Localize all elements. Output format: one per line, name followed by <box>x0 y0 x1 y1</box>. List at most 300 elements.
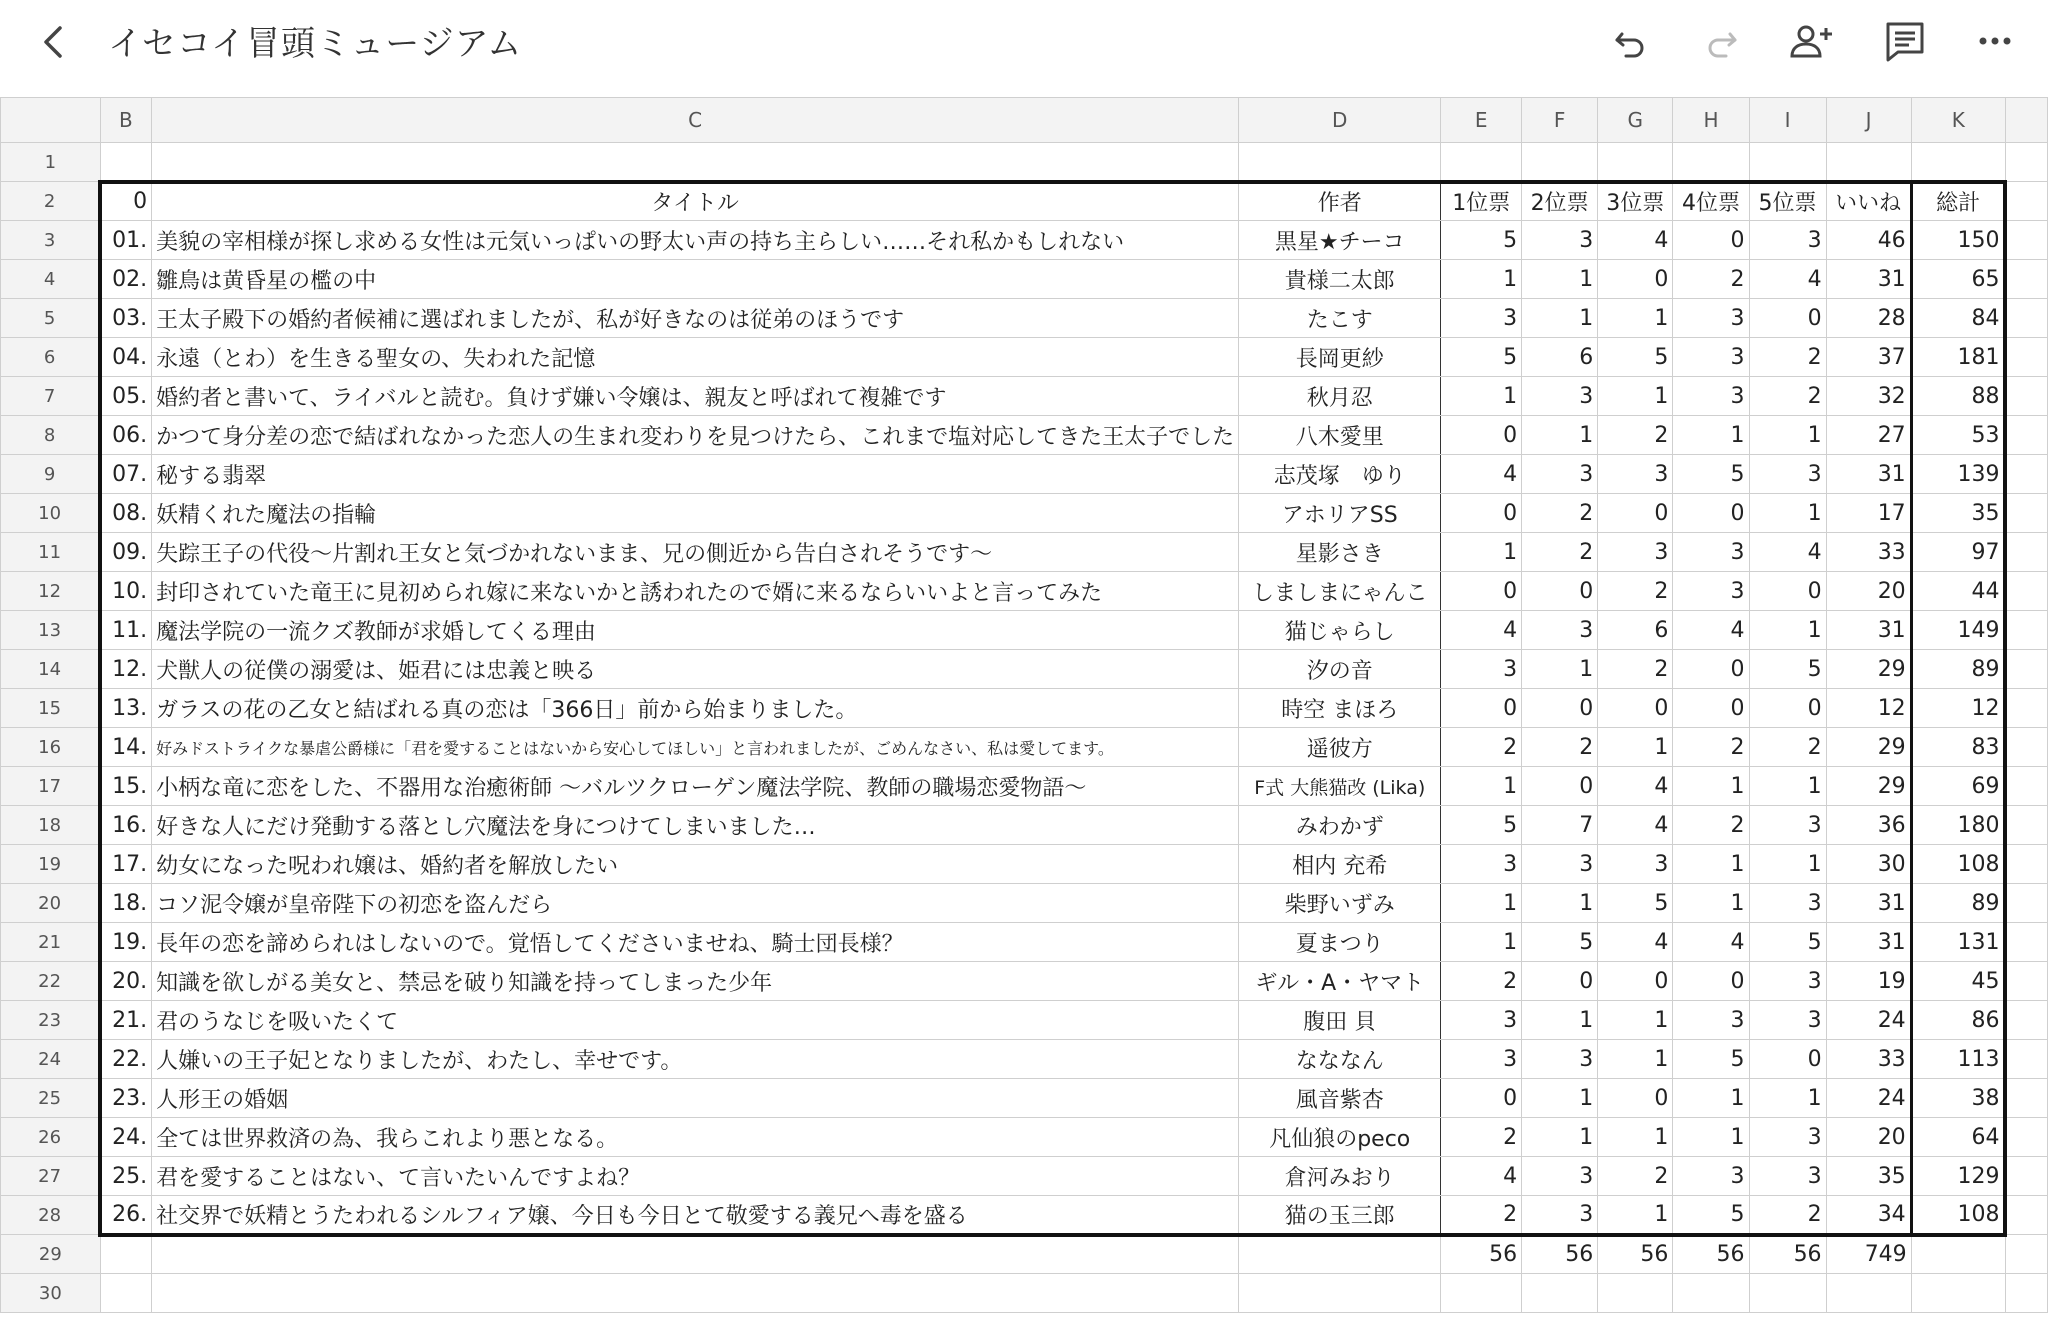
vote-cell-v2[interactable]: 1 <box>1522 884 1598 923</box>
vote-cell-v1[interactable]: 0 <box>1441 1079 1522 1118</box>
row-header[interactable]: 1 <box>1 143 101 182</box>
sum-cell-v2[interactable]: 56 <box>1522 1235 1598 1274</box>
cell[interactable] <box>2005 767 2047 806</box>
entry-author-cell[interactable]: 相内 充希 <box>1239 845 1441 884</box>
vote-cell-v3[interactable]: 5 <box>1598 338 1673 377</box>
row-header[interactable]: 5 <box>1 299 101 338</box>
vote-cell-v5[interactable]: 4 <box>1749 260 1826 299</box>
header-cell-vote5[interactable]: 5位票 <box>1749 182 1826 221</box>
cell[interactable] <box>1826 143 1911 182</box>
vote-cell-v4[interactable]: 1 <box>1673 884 1749 923</box>
entry-author-cell[interactable]: しましまにゃんこ <box>1239 572 1441 611</box>
likes-cell[interactable]: 32 <box>1826 377 1911 416</box>
vote-cell-v5[interactable]: 0 <box>1749 299 1826 338</box>
total-cell[interactable]: 89 <box>1911 884 2005 923</box>
vote-cell-v3[interactable]: 1 <box>1598 1196 1673 1235</box>
entry-title-cell[interactable]: 好みドストライクな暴虐公爵様に「君を愛することはないから安心してほしい」と言われましたが、ごめんなさい、私は愛してます。 <box>152 728 1239 767</box>
cell[interactable] <box>2005 299 2047 338</box>
vote-cell-v3[interactable]: 1 <box>1598 1001 1673 1040</box>
vote-cell-v4[interactable]: 0 <box>1673 962 1749 1001</box>
column-header-b[interactable]: B <box>100 98 151 143</box>
vote-cell-v3[interactable]: 1 <box>1598 728 1673 767</box>
total-cell[interactable]: 69 <box>1911 767 2005 806</box>
likes-cell[interactable]: 24 <box>1826 1079 1911 1118</box>
column-header-g[interactable]: G <box>1598 98 1673 143</box>
vote-cell-v3[interactable]: 3 <box>1598 533 1673 572</box>
vote-cell-v4[interactable]: 3 <box>1673 338 1749 377</box>
entry-author-cell[interactable]: 猫じゃらし <box>1239 611 1441 650</box>
vote-cell-v2[interactable]: 0 <box>1522 767 1598 806</box>
entry-title-cell[interactable]: 人嫌いの王子妃となりましたが、わたし、幸せです。 <box>152 1040 1239 1079</box>
cell[interactable] <box>2005 884 2047 923</box>
vote-cell-v5[interactable]: 5 <box>1749 923 1826 962</box>
total-cell[interactable]: 181 <box>1911 338 2005 377</box>
vote-cell-v2[interactable]: 3 <box>1522 1040 1598 1079</box>
vote-cell-v3[interactable]: 1 <box>1598 377 1673 416</box>
vote-cell-v2[interactable]: 3 <box>1522 221 1598 260</box>
row-header[interactable]: 16 <box>1 728 101 767</box>
vote-cell-v2[interactable]: 0 <box>1522 962 1598 1001</box>
header-cell-vote2[interactable]: 2位票 <box>1522 182 1598 221</box>
vote-cell-v3[interactable]: 4 <box>1598 221 1673 260</box>
total-cell[interactable]: 108 <box>1911 1196 2005 1235</box>
vote-cell-v1[interactable]: 0 <box>1441 572 1522 611</box>
cell[interactable] <box>2005 1079 2047 1118</box>
total-cell[interactable]: 53 <box>1911 416 2005 455</box>
entry-title-cell[interactable]: 知識を欲しがる美女と、禁忌を破り知識を持ってしまった少年 <box>152 962 1239 1001</box>
entry-title-cell[interactable]: 婚約者と書いて、ライバルと読む。負けず嫌い令嬢は、親友と呼ばれて複雑です <box>152 377 1239 416</box>
vote-cell-v1[interactable]: 2 <box>1441 728 1522 767</box>
entry-number-cell[interactable]: 08. <box>100 494 151 533</box>
header-cell-total[interactable]: 総計 <box>1911 182 2005 221</box>
entry-author-cell[interactable]: 倉河みおり <box>1239 1157 1441 1196</box>
vote-cell-v4[interactable]: 0 <box>1673 494 1749 533</box>
row-header[interactable]: 18 <box>1 806 101 845</box>
vote-cell-v1[interactable]: 5 <box>1441 338 1522 377</box>
vote-cell-v1[interactable]: 5 <box>1441 806 1522 845</box>
vote-cell-v1[interactable]: 1 <box>1441 377 1522 416</box>
total-cell[interactable]: 12 <box>1911 689 2005 728</box>
vote-cell-v1[interactable]: 5 <box>1441 221 1522 260</box>
vote-cell-v5[interactable]: 3 <box>1749 806 1826 845</box>
cell[interactable] <box>100 143 151 182</box>
total-cell[interactable]: 131 <box>1911 923 2005 962</box>
vote-cell-v4[interactable]: 5 <box>1673 1040 1749 1079</box>
entry-author-cell[interactable]: 猫の玉三郎 <box>1239 1196 1441 1235</box>
likes-cell[interactable]: 30 <box>1826 845 1911 884</box>
vote-cell-v4[interactable]: 4 <box>1673 923 1749 962</box>
entry-number-cell[interactable]: 05. <box>100 377 151 416</box>
cell[interactable] <box>1673 1274 1749 1313</box>
entry-number-cell[interactable]: 01. <box>100 221 151 260</box>
vote-cell-v2[interactable]: 2 <box>1522 494 1598 533</box>
row-header[interactable]: 21 <box>1 923 101 962</box>
likes-cell[interactable]: 20 <box>1826 1118 1911 1157</box>
total-cell[interactable]: 38 <box>1911 1079 2005 1118</box>
cell[interactable] <box>1911 143 2005 182</box>
total-cell[interactable]: 84 <box>1911 299 2005 338</box>
vote-cell-v2[interactable]: 1 <box>1522 1001 1598 1040</box>
entry-number-cell[interactable]: 25. <box>100 1157 151 1196</box>
column-header-i[interactable]: I <box>1749 98 1826 143</box>
vote-cell-v4[interactable]: 3 <box>1673 1157 1749 1196</box>
cell[interactable] <box>2005 1196 2047 1235</box>
cell[interactable] <box>2005 611 2047 650</box>
entry-author-cell[interactable]: 凡仙狼のpeco <box>1239 1118 1441 1157</box>
cell[interactable] <box>2005 1118 2047 1157</box>
vote-cell-v1[interactable]: 4 <box>1441 455 1522 494</box>
cell[interactable] <box>1239 1274 1441 1313</box>
likes-cell[interactable]: 24 <box>1826 1001 1911 1040</box>
entry-title-cell[interactable]: コソ泥令嬢が皇帝陛下の初恋を盗んだら <box>152 884 1239 923</box>
row-header[interactable]: 6 <box>1 338 101 377</box>
vote-cell-v5[interactable]: 4 <box>1749 533 1826 572</box>
entry-author-cell[interactable]: 貴様二太郎 <box>1239 260 1441 299</box>
total-cell[interactable]: 97 <box>1911 533 2005 572</box>
likes-cell[interactable]: 33 <box>1826 533 1911 572</box>
cell[interactable] <box>1239 143 1441 182</box>
row-header[interactable]: 22 <box>1 962 101 1001</box>
row-header[interactable]: 13 <box>1 611 101 650</box>
total-cell[interactable]: 64 <box>1911 1118 2005 1157</box>
vote-cell-v5[interactable]: 1 <box>1749 494 1826 533</box>
vote-cell-v5[interactable]: 3 <box>1749 962 1826 1001</box>
cell[interactable] <box>1911 1235 2005 1274</box>
cell[interactable] <box>1598 143 1673 182</box>
vote-cell-v2[interactable]: 1 <box>1522 299 1598 338</box>
entry-title-cell[interactable]: 好きな人にだけ発動する落とし穴魔法を身につけてしまいました… <box>152 806 1239 845</box>
vote-cell-v4[interactable]: 3 <box>1673 377 1749 416</box>
entry-author-cell[interactable]: 黒星★チーコ <box>1239 221 1441 260</box>
entry-author-cell[interactable]: ギル・A・ヤマト <box>1239 962 1441 1001</box>
cell[interactable] <box>1522 1274 1598 1313</box>
entry-title-cell[interactable]: 人形王の婚姻 <box>152 1079 1239 1118</box>
vote-cell-v2[interactable]: 0 <box>1522 689 1598 728</box>
vote-cell-v1[interactable]: 0 <box>1441 689 1522 728</box>
row-header[interactable]: 26 <box>1 1118 101 1157</box>
vote-cell-v5[interactable]: 3 <box>1749 1001 1826 1040</box>
entry-number-cell[interactable]: 21. <box>100 1001 151 1040</box>
row-header[interactable]: 24 <box>1 1040 101 1079</box>
vote-cell-v2[interactable]: 0 <box>1522 572 1598 611</box>
header-cell-author[interactable]: 作者 <box>1239 182 1441 221</box>
entry-author-cell[interactable]: なななん <box>1239 1040 1441 1079</box>
likes-cell[interactable]: 27 <box>1826 416 1911 455</box>
vote-cell-v3[interactable]: 0 <box>1598 260 1673 299</box>
total-cell[interactable]: 65 <box>1911 260 2005 299</box>
vote-cell-v2[interactable]: 1 <box>1522 416 1598 455</box>
vote-cell-v4[interactable]: 3 <box>1673 572 1749 611</box>
cell[interactable] <box>2005 962 2047 1001</box>
entry-title-cell[interactable]: 王太子殿下の婚約者候補に選ばれましたが、私が好きなのは従弟のほうです <box>152 299 1239 338</box>
cell[interactable] <box>1826 1274 1911 1313</box>
comment-icon[interactable] <box>1880 16 1930 66</box>
column-header-next[interactable] <box>2005 98 2047 143</box>
likes-cell[interactable]: 31 <box>1826 611 1911 650</box>
sum-cell-likes[interactable]: 749 <box>1826 1235 1911 1274</box>
entry-number-cell[interactable]: 24. <box>100 1118 151 1157</box>
vote-cell-v5[interactable]: 3 <box>1749 884 1826 923</box>
vote-cell-v3[interactable]: 2 <box>1598 1157 1673 1196</box>
vote-cell-v3[interactable]: 1 <box>1598 1040 1673 1079</box>
undo-icon[interactable] <box>1606 16 1656 66</box>
entry-number-cell[interactable]: 02. <box>100 260 151 299</box>
vote-cell-v5[interactable]: 1 <box>1749 767 1826 806</box>
header-cell-vote1[interactable]: 1位票 <box>1441 182 1522 221</box>
vote-cell-v1[interactable]: 1 <box>1441 533 1522 572</box>
cell[interactable] <box>2005 845 2047 884</box>
vote-cell-v2[interactable]: 2 <box>1522 533 1598 572</box>
vote-cell-v5[interactable]: 2 <box>1749 728 1826 767</box>
back-icon[interactable] <box>34 20 74 64</box>
vote-cell-v4[interactable]: 3 <box>1673 299 1749 338</box>
entry-author-cell[interactable]: 風音紫杏 <box>1239 1079 1441 1118</box>
row-header[interactable]: 10 <box>1 494 101 533</box>
likes-cell[interactable]: 29 <box>1826 767 1911 806</box>
sum-cell-v3[interactable]: 56 <box>1598 1235 1673 1274</box>
row-header[interactable]: 3 <box>1 221 101 260</box>
likes-cell[interactable]: 28 <box>1826 299 1911 338</box>
entry-number-cell[interactable]: 06. <box>100 416 151 455</box>
vote-cell-v3[interactable]: 1 <box>1598 1118 1673 1157</box>
vote-cell-v2[interactable]: 1 <box>1522 1118 1598 1157</box>
vote-cell-v4[interactable]: 4 <box>1673 611 1749 650</box>
cell[interactable] <box>2005 1040 2047 1079</box>
vote-cell-v5[interactable]: 2 <box>1749 377 1826 416</box>
vote-cell-v2[interactable]: 1 <box>1522 1079 1598 1118</box>
cell[interactable] <box>2005 1274 2047 1313</box>
vote-cell-v4[interactable]: 2 <box>1673 806 1749 845</box>
entry-author-cell[interactable]: 夏まつり <box>1239 923 1441 962</box>
column-header-c[interactable]: C <box>152 98 1239 143</box>
vote-cell-v1[interactable]: 1 <box>1441 884 1522 923</box>
entry-author-cell[interactable]: 八木愛里 <box>1239 416 1441 455</box>
vote-cell-v5[interactable]: 1 <box>1749 416 1826 455</box>
row-header[interactable]: 15 <box>1 689 101 728</box>
cell[interactable] <box>1911 1274 2005 1313</box>
entry-title-cell[interactable]: 長年の恋を諦められはしないので。覚悟してくださいませね、騎士団長様？ <box>152 923 1239 962</box>
row-header[interactable]: 20 <box>1 884 101 923</box>
vote-cell-v4[interactable]: 2 <box>1673 728 1749 767</box>
entry-author-cell[interactable]: 長岡更紗 <box>1239 338 1441 377</box>
vote-cell-v4[interactable]: 1 <box>1673 767 1749 806</box>
vote-cell-v4[interactable]: 1 <box>1673 845 1749 884</box>
vote-cell-v1[interactable]: 0 <box>1441 416 1522 455</box>
total-cell[interactable]: 139 <box>1911 455 2005 494</box>
entry-author-cell[interactable]: 腹田 貝 <box>1239 1001 1441 1040</box>
cell[interactable] <box>100 1235 151 1274</box>
entry-number-cell[interactable]: 09. <box>100 533 151 572</box>
total-cell[interactable]: 88 <box>1911 377 2005 416</box>
cell[interactable] <box>1239 1235 1441 1274</box>
sum-cell-v4[interactable]: 56 <box>1673 1235 1749 1274</box>
cell[interactable] <box>2005 572 2047 611</box>
likes-cell[interactable]: 12 <box>1826 689 1911 728</box>
total-cell[interactable]: 83 <box>1911 728 2005 767</box>
cell[interactable] <box>2005 1001 2047 1040</box>
vote-cell-v4[interactable]: 1 <box>1673 416 1749 455</box>
entry-number-cell[interactable]: 23. <box>100 1079 151 1118</box>
vote-cell-v3[interactable]: 3 <box>1598 845 1673 884</box>
vote-cell-v3[interactable]: 0 <box>1598 494 1673 533</box>
cell[interactable] <box>2005 182 2047 221</box>
row-header[interactable]: 7 <box>1 377 101 416</box>
sum-cell-v5[interactable]: 56 <box>1749 1235 1826 1274</box>
entry-title-cell[interactable]: 秘する翡翠 <box>152 455 1239 494</box>
column-header-d[interactable]: D <box>1239 98 1441 143</box>
total-cell[interactable]: 113 <box>1911 1040 2005 1079</box>
vote-cell-v5[interactable]: 0 <box>1749 572 1826 611</box>
row-header[interactable]: 2 <box>1 182 101 221</box>
vote-cell-v4[interactable]: 0 <box>1673 221 1749 260</box>
entry-title-cell[interactable]: 社交界で妖精とうたわれるシルフィア嬢、今日も今日とて敬愛する義兄へ毒を盛る <box>152 1196 1239 1235</box>
vote-cell-v5[interactable]: 3 <box>1749 1118 1826 1157</box>
entry-author-cell[interactable]: アホリアSS <box>1239 494 1441 533</box>
cell[interactable] <box>2005 806 2047 845</box>
vote-cell-v3[interactable]: 0 <box>1598 1079 1673 1118</box>
total-cell[interactable]: 35 <box>1911 494 2005 533</box>
vote-cell-v2[interactable]: 3 <box>1522 1196 1598 1235</box>
vote-cell-v2[interactable]: 3 <box>1522 611 1598 650</box>
cell[interactable] <box>1673 143 1749 182</box>
vote-cell-v2[interactable]: 5 <box>1522 923 1598 962</box>
entry-title-cell[interactable]: 永遠（とわ）を生きる聖女の、失われた記憶 <box>152 338 1239 377</box>
total-cell[interactable]: 150 <box>1911 221 2005 260</box>
vote-cell-v5[interactable]: 1 <box>1749 1079 1826 1118</box>
entry-title-cell[interactable]: 魔法学院の一流クズ教師が求婚してくる理由 <box>152 611 1239 650</box>
vote-cell-v1[interactable]: 1 <box>1441 767 1522 806</box>
cell[interactable] <box>2005 143 2047 182</box>
row-header[interactable]: 23 <box>1 1001 101 1040</box>
row-header[interactable]: 8 <box>1 416 101 455</box>
row-header[interactable]: 17 <box>1 767 101 806</box>
cell[interactable] <box>1598 1274 1673 1313</box>
vote-cell-v3[interactable]: 3 <box>1598 455 1673 494</box>
entry-author-cell[interactable]: たこす <box>1239 299 1441 338</box>
total-cell[interactable]: 129 <box>1911 1157 2005 1196</box>
vote-cell-v3[interactable]: 1 <box>1598 299 1673 338</box>
row-header[interactable]: 29 <box>1 1235 101 1274</box>
entry-number-cell[interactable]: 16. <box>100 806 151 845</box>
vote-cell-v2[interactable]: 1 <box>1522 650 1598 689</box>
header-cell-index[interactable]: 0 <box>100 182 151 221</box>
total-cell[interactable]: 149 <box>1911 611 2005 650</box>
row-header[interactable]: 12 <box>1 572 101 611</box>
column-header-h[interactable]: H <box>1673 98 1749 143</box>
vote-cell-v3[interactable]: 2 <box>1598 572 1673 611</box>
vote-cell-v1[interactable]: 4 <box>1441 1157 1522 1196</box>
cell[interactable] <box>152 1235 1239 1274</box>
likes-cell[interactable]: 29 <box>1826 650 1911 689</box>
total-cell[interactable]: 180 <box>1911 806 2005 845</box>
cell[interactable] <box>100 1274 151 1313</box>
entry-number-cell[interactable]: 03. <box>100 299 151 338</box>
entry-title-cell[interactable]: 犬獣人の従僕の溺愛は、姫君には忠義と映る <box>152 650 1239 689</box>
cell[interactable] <box>2005 494 2047 533</box>
vote-cell-v3[interactable]: 2 <box>1598 650 1673 689</box>
vote-cell-v4[interactable]: 3 <box>1673 1001 1749 1040</box>
vote-cell-v3[interactable]: 4 <box>1598 767 1673 806</box>
vote-cell-v2[interactable]: 6 <box>1522 338 1598 377</box>
likes-cell[interactable]: 33 <box>1826 1040 1911 1079</box>
likes-cell[interactable]: 29 <box>1826 728 1911 767</box>
row-header[interactable]: 11 <box>1 533 101 572</box>
vote-cell-v2[interactable]: 7 <box>1522 806 1598 845</box>
cell[interactable] <box>1522 143 1598 182</box>
likes-cell[interactable]: 19 <box>1826 962 1911 1001</box>
vote-cell-v2[interactable]: 3 <box>1522 1157 1598 1196</box>
vote-cell-v4[interactable]: 1 <box>1673 1118 1749 1157</box>
row-header[interactable]: 25 <box>1 1079 101 1118</box>
vote-cell-v5[interactable]: 5 <box>1749 650 1826 689</box>
vote-cell-v2[interactable]: 3 <box>1522 455 1598 494</box>
vote-cell-v2[interactable]: 3 <box>1522 377 1598 416</box>
vote-cell-v3[interactable]: 4 <box>1598 806 1673 845</box>
vote-cell-v5[interactable]: 2 <box>1749 1196 1826 1235</box>
vote-cell-v5[interactable]: 3 <box>1749 455 1826 494</box>
likes-cell[interactable]: 46 <box>1826 221 1911 260</box>
vote-cell-v3[interactable]: 0 <box>1598 962 1673 1001</box>
entry-author-cell[interactable]: 秋月忍 <box>1239 377 1441 416</box>
vote-cell-v2[interactable]: 3 <box>1522 845 1598 884</box>
total-cell[interactable]: 89 <box>1911 650 2005 689</box>
entry-title-cell[interactable]: 君のうなじを吸いたくて <box>152 1001 1239 1040</box>
entry-title-cell[interactable]: かつて身分差の恋で結ばれなかった恋人の生まれ変わりを見つけたら、これまで塩対応してきた王太子でした <box>152 416 1239 455</box>
entry-number-cell[interactable]: 14. <box>100 728 151 767</box>
header-cell-likes[interactable]: いいね <box>1826 182 1911 221</box>
cell[interactable] <box>2005 377 2047 416</box>
column-header-e[interactable]: E <box>1441 98 1522 143</box>
entry-number-cell[interactable]: 19. <box>100 923 151 962</box>
cell[interactable] <box>2005 260 2047 299</box>
vote-cell-v1[interactable]: 4 <box>1441 611 1522 650</box>
vote-cell-v1[interactable]: 3 <box>1441 650 1522 689</box>
vote-cell-v5[interactable]: 2 <box>1749 338 1826 377</box>
vote-cell-v3[interactable]: 4 <box>1598 923 1673 962</box>
vote-cell-v4[interactable]: 5 <box>1673 1196 1749 1235</box>
entry-author-cell[interactable]: 志茂塚 ゆり <box>1239 455 1441 494</box>
entry-number-cell[interactable]: 26. <box>100 1196 151 1235</box>
column-header-j[interactable]: J <box>1826 98 1911 143</box>
entry-author-cell[interactable]: みわかず <box>1239 806 1441 845</box>
select-all-corner[interactable] <box>1 98 101 143</box>
entry-title-cell[interactable]: 美貌の宰相様が探し求める女性は元気いっぱいの野太い声の持ち主らしい……それ私かもしれない <box>152 221 1239 260</box>
likes-cell[interactable]: 20 <box>1826 572 1911 611</box>
likes-cell[interactable]: 31 <box>1826 923 1911 962</box>
entry-title-cell[interactable]: 妖精くれた魔法の指輪 <box>152 494 1239 533</box>
more-icon[interactable] <box>1970 16 2020 66</box>
cell[interactable] <box>1441 1274 1522 1313</box>
vote-cell-v4[interactable]: 0 <box>1673 689 1749 728</box>
entry-title-cell[interactable]: 全ては世界救済の為、我らこれより悪となる。 <box>152 1118 1239 1157</box>
entry-number-cell[interactable]: 17. <box>100 845 151 884</box>
entry-author-cell[interactable]: 時空 まほろ <box>1239 689 1441 728</box>
vote-cell-v4[interactable]: 5 <box>1673 455 1749 494</box>
header-cell-title[interactable]: タイトル <box>152 182 1239 221</box>
vote-cell-v1[interactable]: 3 <box>1441 1040 1522 1079</box>
vote-cell-v3[interactable]: 0 <box>1598 689 1673 728</box>
vote-cell-v1[interactable]: 1 <box>1441 260 1522 299</box>
likes-cell[interactable]: 36 <box>1826 806 1911 845</box>
vote-cell-v3[interactable]: 2 <box>1598 416 1673 455</box>
vote-cell-v4[interactable]: 2 <box>1673 260 1749 299</box>
entry-author-cell[interactable]: F式 大熊猫改 (Lika) <box>1239 767 1441 806</box>
vote-cell-v3[interactable]: 5 <box>1598 884 1673 923</box>
entry-title-cell[interactable]: 封印されていた竜王に見初められ嫁に来ないかと誘われたので婿に来るならいいよと言ってみた <box>152 572 1239 611</box>
entry-number-cell[interactable]: 15. <box>100 767 151 806</box>
entry-number-cell[interactable]: 20. <box>100 962 151 1001</box>
header-cell-vote3[interactable]: 3位票 <box>1598 182 1673 221</box>
